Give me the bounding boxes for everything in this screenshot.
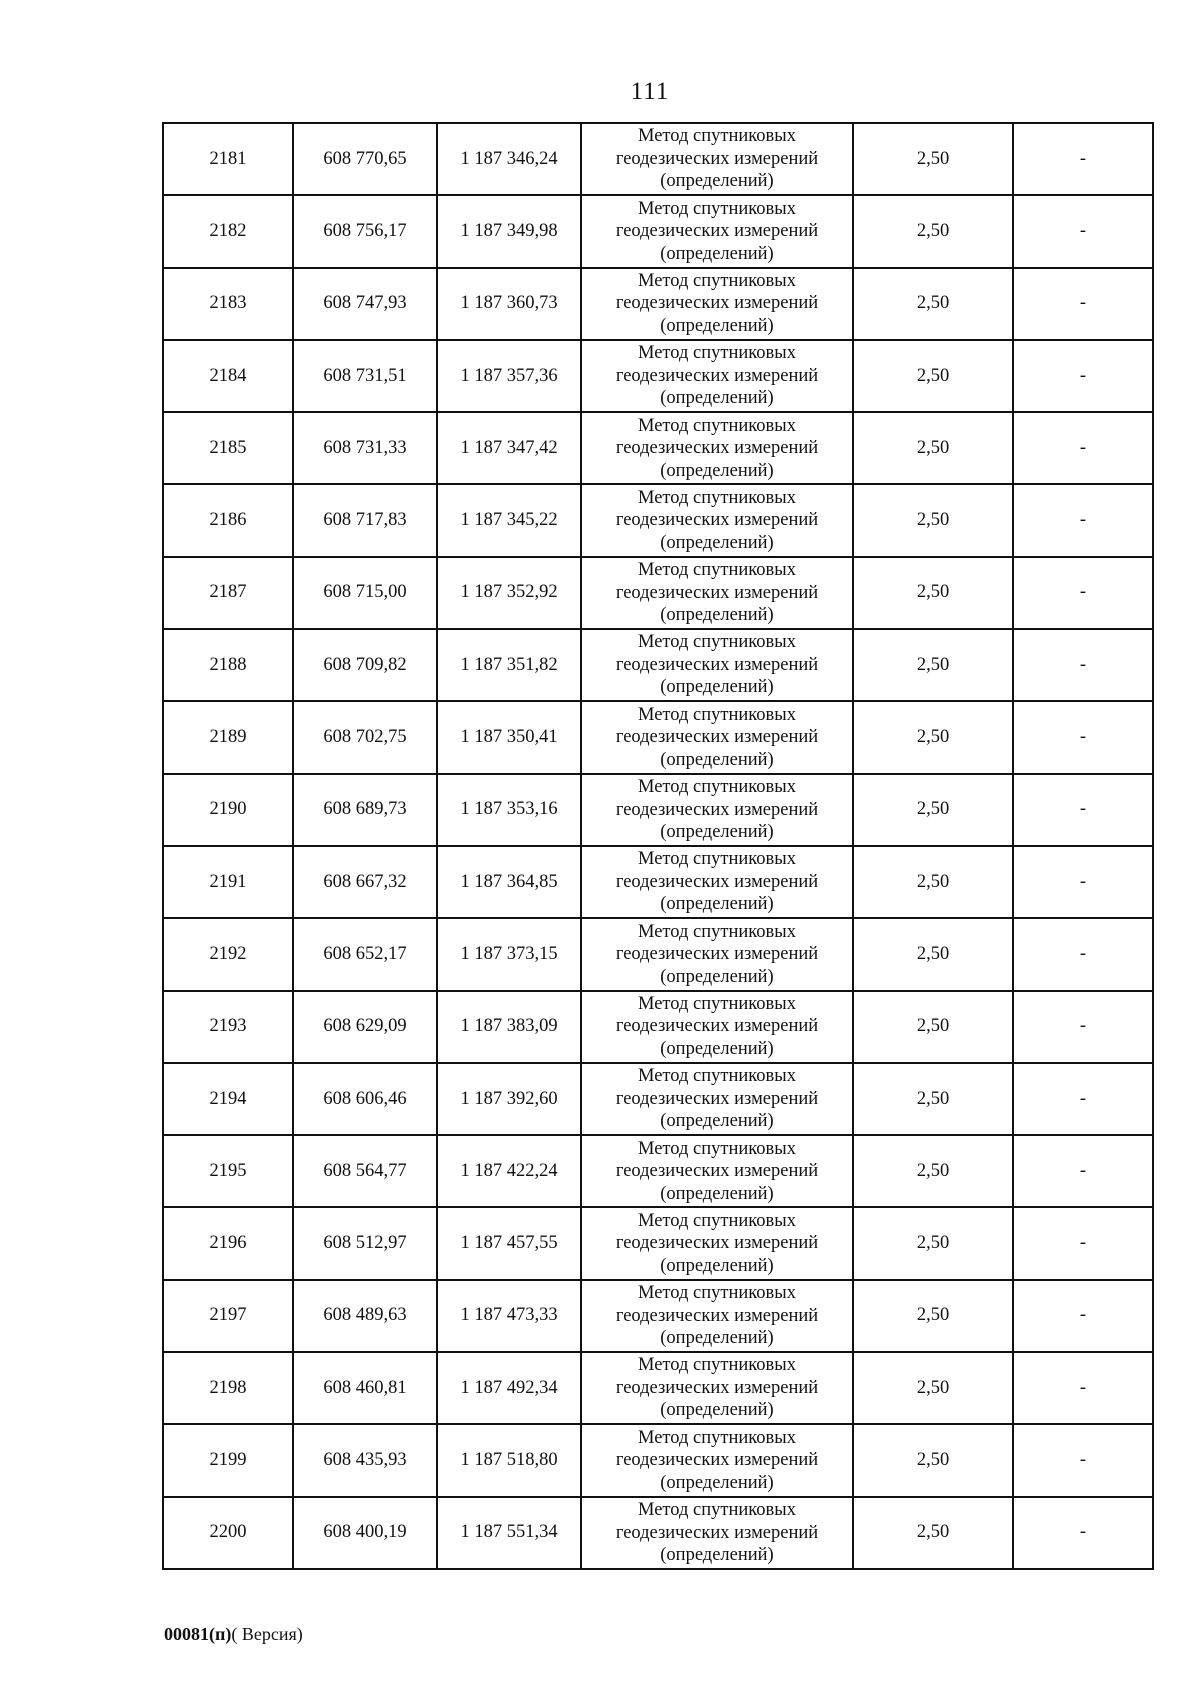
coordinate-y-cell: 1 187 352,92 (437, 557, 581, 629)
point-number-cell: 2190 (163, 774, 293, 846)
note-cell: - (1013, 991, 1153, 1063)
point-number-cell: 2181 (163, 123, 293, 195)
note-cell: - (1013, 123, 1153, 195)
accuracy-cell: 2,50 (853, 846, 1013, 918)
method-line: геодезических измерений (615, 654, 819, 675)
point-number-cell: 2191 (163, 846, 293, 918)
accuracy-cell: 2,50 (853, 1063, 1013, 1135)
method-line: Метод спутниковых (638, 198, 796, 219)
method-line: (определений) (660, 966, 774, 987)
method-line: (определений) (660, 1472, 774, 1493)
point-number-cell: 2188 (163, 629, 293, 701)
accuracy-cell: 2,50 (853, 123, 1013, 195)
method-line: Метод спутниковых (638, 1066, 796, 1087)
coordinate-x-cell: 608 667,32 (293, 846, 437, 918)
point-number-cell: 2194 (163, 1063, 293, 1135)
coordinate-x-cell: 608 747,93 (293, 268, 437, 340)
coordinate-y-cell: 1 187 492,34 (437, 1352, 581, 1424)
point-number-cell: 2183 (163, 268, 293, 340)
method-line: Метод спутниковых (638, 126, 796, 147)
note-cell: - (1013, 195, 1153, 267)
note-cell: - (1013, 846, 1153, 918)
accuracy-cell: 2,50 (853, 629, 1013, 701)
method-line: Метод спутниковых (638, 921, 796, 942)
coordinate-y-cell: 1 187 350,41 (437, 701, 581, 773)
coordinate-y-cell: 1 187 346,24 (437, 123, 581, 195)
note-cell: - (1013, 1135, 1153, 1207)
accuracy-cell: 2,50 (853, 1424, 1013, 1496)
method-line: Метод спутниковых (638, 343, 796, 364)
coordinate-y-cell: 1 187 357,36 (437, 340, 581, 412)
method-line: Метод спутниковых (638, 704, 796, 725)
accuracy-cell: 2,50 (853, 1135, 1013, 1207)
coordinate-y-cell: 1 187 392,60 (437, 1063, 581, 1135)
method-line: геодезических измерений (615, 944, 819, 965)
method-line: Метод спутниковых (638, 849, 796, 870)
coordinate-x-cell: 608 435,93 (293, 1424, 437, 1496)
accuracy-cell: 2,50 (853, 484, 1013, 556)
method-line: (определений) (660, 1400, 774, 1421)
table-row (163, 123, 1153, 195)
table-row (163, 629, 1153, 701)
method-line: геодезических измерений (615, 799, 819, 820)
method-line: Метод спутниковых (638, 1355, 796, 1376)
point-number-cell: 2195 (163, 1135, 293, 1207)
coordinate-y-cell: 1 187 383,09 (437, 991, 581, 1063)
point-number-cell: 2193 (163, 991, 293, 1063)
method-line: (определений) (660, 1111, 774, 1132)
coordinate-x-cell: 608 731,33 (293, 412, 437, 484)
accuracy-cell: 2,50 (853, 991, 1013, 1063)
method-cell (581, 1063, 853, 1135)
table-row (163, 1280, 1153, 1352)
note-cell: - (1013, 918, 1153, 990)
table-row (163, 1135, 1153, 1207)
note-cell: - (1013, 1352, 1153, 1424)
accuracy-cell: 2,50 (853, 1497, 1013, 1569)
accuracy-cell: 2,50 (853, 340, 1013, 412)
method-line: Метод спутниковых (638, 270, 796, 291)
method-line: геодезических измерений (615, 1161, 819, 1182)
point-number-cell: 2182 (163, 195, 293, 267)
table-row (163, 918, 1153, 990)
note-cell: - (1013, 1063, 1153, 1135)
coordinate-y-cell: 1 187 345,22 (437, 484, 581, 556)
method-line: Метод спутниковых (638, 1210, 796, 1231)
coordinate-y-cell: 1 187 349,98 (437, 195, 581, 267)
method-line: геодезических измерений (615, 1305, 819, 1326)
coordinate-x-cell: 608 770,65 (293, 123, 437, 195)
table-row (163, 340, 1153, 412)
coordinate-x-cell: 608 709,82 (293, 629, 437, 701)
point-number-cell: 2198 (163, 1352, 293, 1424)
method-line: Метод спутниковых (638, 487, 796, 508)
accuracy-cell: 2,50 (853, 1207, 1013, 1279)
document-footer (164, 1624, 303, 1645)
coordinate-x-cell: 608 400,19 (293, 1497, 437, 1569)
coordinate-y-cell: 1 187 457,55 (437, 1207, 581, 1279)
table-row (163, 557, 1153, 629)
method-cell (581, 412, 853, 484)
note-cell: - (1013, 412, 1153, 484)
method-line: (определений) (660, 1545, 774, 1566)
method-line: геодезических измерений (615, 1522, 819, 1543)
coordinate-x-cell: 608 606,46 (293, 1063, 437, 1135)
method-line: геодезических измерений (615, 510, 819, 531)
coordinate-x-cell: 608 460,81 (293, 1352, 437, 1424)
note-cell: - (1013, 484, 1153, 556)
note-cell: - (1013, 340, 1153, 412)
method-line: геодезических измерений (615, 1233, 819, 1254)
coordinate-y-cell: 1 187 518,80 (437, 1424, 581, 1496)
method-line: геодезических измерений (615, 293, 819, 314)
point-number-cell: 2187 (163, 557, 293, 629)
coordinate-y-cell: 1 187 347,42 (437, 412, 581, 484)
accuracy-cell: 2,50 (853, 557, 1013, 629)
table-row (163, 701, 1153, 773)
table-row (163, 1207, 1153, 1279)
method-cell (581, 918, 853, 990)
coordinate-x-cell: 608 715,00 (293, 557, 437, 629)
method-cell (581, 629, 853, 701)
note-cell: - (1013, 1424, 1153, 1496)
document-code: 00081(п) (164, 1624, 232, 1644)
point-number-cell: 2189 (163, 701, 293, 773)
coordinates-table-body (163, 123, 1153, 1569)
method-line: (определений) (660, 605, 774, 626)
coordinate-x-cell: 608 512,97 (293, 1207, 437, 1279)
method-line: (определений) (660, 315, 774, 336)
method-line: геодезических измерений (615, 1016, 819, 1037)
coordinate-x-cell: 608 489,63 (293, 1280, 437, 1352)
note-cell: - (1013, 1280, 1153, 1352)
accuracy-cell: 2,50 (853, 195, 1013, 267)
point-number-cell: 2199 (163, 1424, 293, 1496)
method-line: геодезических измерений (615, 1377, 819, 1398)
method-line: (определений) (660, 749, 774, 770)
method-cell (581, 1135, 853, 1207)
method-line: геодезических измерений (615, 221, 819, 242)
coordinate-y-cell: 1 187 551,34 (437, 1497, 581, 1569)
coordinate-x-cell: 608 564,77 (293, 1135, 437, 1207)
method-line: (определений) (660, 1183, 774, 1204)
coordinate-y-cell: 1 187 353,16 (437, 774, 581, 846)
method-cell (581, 484, 853, 556)
coordinate-y-cell: 1 187 351,82 (437, 629, 581, 701)
method-cell (581, 774, 853, 846)
point-number-cell: 2197 (163, 1280, 293, 1352)
method-line: Метод спутниковых (638, 1500, 796, 1521)
method-line: геодезических измерений (615, 438, 819, 459)
coordinate-y-cell: 1 187 422,24 (437, 1135, 581, 1207)
point-number-cell: 2196 (163, 1207, 293, 1279)
method-line: (определений) (660, 1255, 774, 1276)
coordinate-y-cell: 1 187 364,85 (437, 846, 581, 918)
coordinate-x-cell: 608 702,75 (293, 701, 437, 773)
method-line: геодезических измерений (615, 365, 819, 386)
table-row (163, 846, 1153, 918)
method-line: Метод спутниковых (638, 560, 796, 581)
document-version: ( Версия) (231, 1624, 303, 1644)
accuracy-cell: 2,50 (853, 918, 1013, 990)
note-cell: - (1013, 629, 1153, 701)
note-cell: - (1013, 1497, 1153, 1569)
method-line: геодезических измерений (615, 148, 819, 169)
accuracy-cell: 2,50 (853, 774, 1013, 846)
method-cell (581, 268, 853, 340)
method-cell (581, 701, 853, 773)
method-line: (определений) (660, 1038, 774, 1059)
method-line: геодезических измерений (615, 1450, 819, 1471)
method-cell (581, 1280, 853, 1352)
point-number-cell: 2186 (163, 484, 293, 556)
coordinate-y-cell: 1 187 373,15 (437, 918, 581, 990)
table-row (163, 412, 1153, 484)
coordinates-table (162, 122, 1154, 1570)
method-line: геодезических измерений (615, 871, 819, 892)
coordinate-y-cell: 1 187 473,33 (437, 1280, 581, 1352)
coordinate-x-cell: 608 689,73 (293, 774, 437, 846)
coordinate-x-cell: 608 629,09 (293, 991, 437, 1063)
table-row (163, 1352, 1153, 1424)
point-number-cell: 2200 (163, 1497, 293, 1569)
accuracy-cell: 2,50 (853, 701, 1013, 773)
table-row (163, 774, 1153, 846)
method-line: Метод спутниковых (638, 1427, 796, 1448)
method-line: геодезических измерений (615, 727, 819, 748)
table-row (163, 195, 1153, 267)
method-cell (581, 340, 853, 412)
method-line: геодезических измерений (615, 582, 819, 603)
coordinate-x-cell: 608 756,17 (293, 195, 437, 267)
method-line: Метод спутниковых (638, 632, 796, 653)
accuracy-cell: 2,50 (853, 1280, 1013, 1352)
method-line: (определений) (660, 243, 774, 264)
method-cell (581, 1352, 853, 1424)
coordinate-x-cell: 608 717,83 (293, 484, 437, 556)
method-cell (581, 846, 853, 918)
method-cell (581, 1207, 853, 1279)
method-cell (581, 1424, 853, 1496)
point-number-cell: 2184 (163, 340, 293, 412)
method-line: геодезических измерений (615, 1088, 819, 1109)
table-row (163, 1424, 1153, 1496)
note-cell: - (1013, 557, 1153, 629)
coordinate-y-cell: 1 187 360,73 (437, 268, 581, 340)
table-row (163, 991, 1153, 1063)
method-cell (581, 1497, 853, 1569)
table-row (163, 1497, 1153, 1569)
table-row (163, 268, 1153, 340)
table-row (163, 484, 1153, 556)
method-line: (определений) (660, 460, 774, 481)
method-cell (581, 991, 853, 1063)
accuracy-cell: 2,50 (853, 1352, 1013, 1424)
note-cell: - (1013, 1207, 1153, 1279)
method-line: (определений) (660, 532, 774, 553)
coordinate-x-cell: 608 652,17 (293, 918, 437, 990)
accuracy-cell: 2,50 (853, 412, 1013, 484)
point-number-cell: 2185 (163, 412, 293, 484)
note-cell: - (1013, 268, 1153, 340)
point-number-cell: 2192 (163, 918, 293, 990)
note-cell: - (1013, 701, 1153, 773)
method-line: (определений) (660, 171, 774, 192)
coordinate-x-cell: 608 731,51 (293, 340, 437, 412)
page-number: 111 (630, 78, 670, 105)
method-line: (определений) (660, 677, 774, 698)
method-line: (определений) (660, 1328, 774, 1349)
method-line: (определений) (660, 388, 774, 409)
note-cell: - (1013, 774, 1153, 846)
method-line: Метод спутниковых (638, 415, 796, 436)
method-cell (581, 123, 853, 195)
method-line: Метод спутниковых (638, 777, 796, 798)
method-line: Метод спутниковых (638, 993, 796, 1014)
method-cell (581, 195, 853, 267)
method-cell (581, 557, 853, 629)
method-line: Метод спутниковых (638, 1138, 796, 1159)
method-line: (определений) (660, 822, 774, 843)
table-row (163, 1063, 1153, 1135)
method-line: Метод спутниковых (638, 1283, 796, 1304)
accuracy-cell: 2,50 (853, 268, 1013, 340)
method-line: (определений) (660, 894, 774, 915)
